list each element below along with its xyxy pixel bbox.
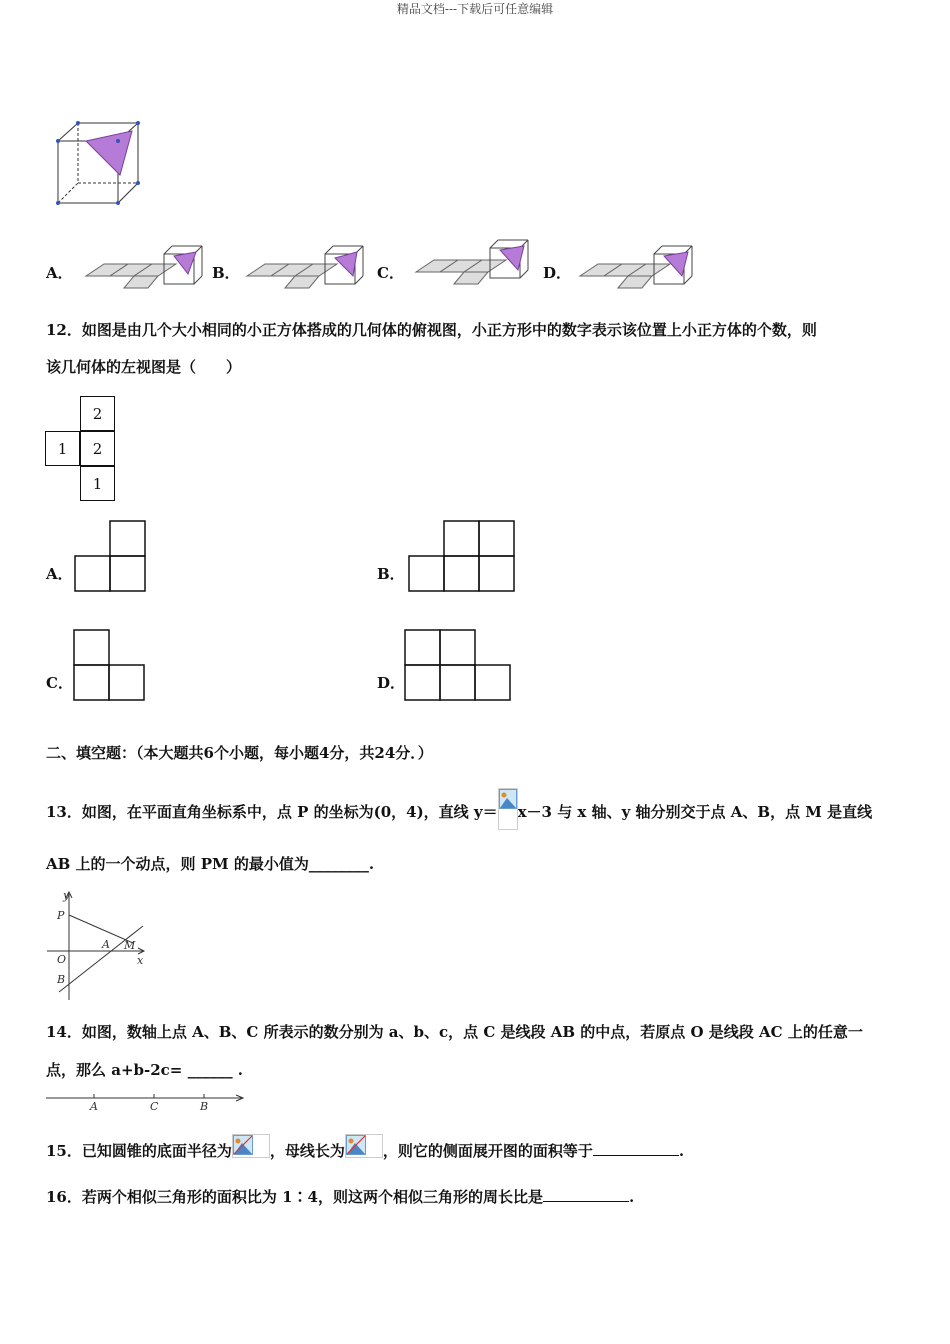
formula-image-icon [232, 1134, 270, 1158]
q12-option-c[interactable]: C． [46, 674, 73, 692]
cube-section-figure [50, 115, 150, 210]
point-label-p: P [57, 909, 65, 922]
q12-option-c-figure [73, 629, 147, 703]
q15-part3: ，则它的侧面展开图的面积等于 [382, 1142, 593, 1160]
q12-option-b[interactable]: B． [377, 565, 405, 583]
grid-cell: 1 [45, 431, 80, 466]
q13-text-a: 13．如图，在平面直角坐标系中，点 P 的坐标为(0，4)，直线 y＝ [46, 803, 498, 821]
axis-label-y: y [63, 889, 70, 902]
q14-line2: 点，那么 a+b-2c= ______ . [46, 1061, 244, 1079]
q12-option-a-figure [74, 520, 148, 594]
q13-line1 [46, 792, 872, 834]
option-a-label[interactable]: A． [46, 264, 73, 282]
q12-option-b-figure [408, 520, 518, 594]
q15-line [46, 1140, 684, 1164]
point-label-o: O [57, 953, 67, 966]
q13-text-b: x－3 与 x 轴、y 轴分别交于点 A、B，点 M 是直线 [517, 803, 873, 821]
grid-cell: 2 [80, 431, 115, 466]
axis-label-x: x [137, 954, 144, 967]
net-figure-a [76, 242, 206, 298]
answer-blank[interactable] [593, 1141, 679, 1156]
q13-line2: AB 上的一个动点，则 PM 的最小值为________. [46, 855, 375, 873]
point-label-m: M [124, 939, 136, 952]
net-figure-b [237, 242, 367, 298]
q16-end: . [628, 1188, 635, 1206]
grid-cell: 1 [80, 466, 115, 501]
q15-part1: 15．已知圆锥的底面半径为 [46, 1142, 232, 1160]
net-figure-d [570, 242, 700, 298]
q14-line1: 14．如图，数轴上点 A、B、C 所表示的数分别为 a、b、c，点 C 是线段 AB 的中点，若原点 O 是线段 AC 上的任意一 [46, 1023, 863, 1041]
section-title: 二、填空题：（本大题共6个小题，每小题4分，共24分．） [46, 744, 433, 762]
coordinate-figure [45, 888, 150, 1003]
answer-blank[interactable] [543, 1187, 629, 1202]
q12-line2: 该几何体的左视图是（ ） [46, 358, 242, 376]
page-header: 精品文档---下载后可任意编辑 [396, 2, 554, 16]
q16-text: 16．若两个相似三角形的面积比为 1∶4，则这两个相似三角形的周长比是 [46, 1188, 543, 1206]
axis-point-a: A [90, 1100, 98, 1113]
net-figure-c [406, 238, 536, 294]
q15-end: . [678, 1142, 685, 1160]
number-line-figure [44, 1090, 249, 1114]
formula-image-icon [345, 1134, 383, 1158]
formula-image-icon [498, 788, 518, 830]
option-d-label[interactable]: D． [543, 264, 572, 282]
point-label-a: A [102, 938, 110, 951]
option-b-label[interactable]: B． [212, 264, 240, 282]
q16-line [46, 1187, 634, 1207]
axis-point-c: C [150, 1100, 159, 1113]
q12-option-d[interactable]: D． [377, 674, 406, 692]
top-view-grid [45, 396, 120, 502]
q12-line1: 12．如图是由几个大小相同的小正方体搭成的几何体的俯视图，小正方形中的数字表示该位置上小正方体的个数，则 [46, 321, 817, 339]
option-c-label[interactable]: C． [377, 264, 404, 282]
grid-cell: 2 [80, 396, 115, 431]
axis-point-b: B [200, 1100, 209, 1113]
q12-option-a[interactable]: A． [46, 565, 73, 583]
q15-part2: ，母线长为 [269, 1142, 345, 1160]
point-label-b: B [57, 973, 66, 986]
q12-option-d-figure [404, 629, 514, 703]
